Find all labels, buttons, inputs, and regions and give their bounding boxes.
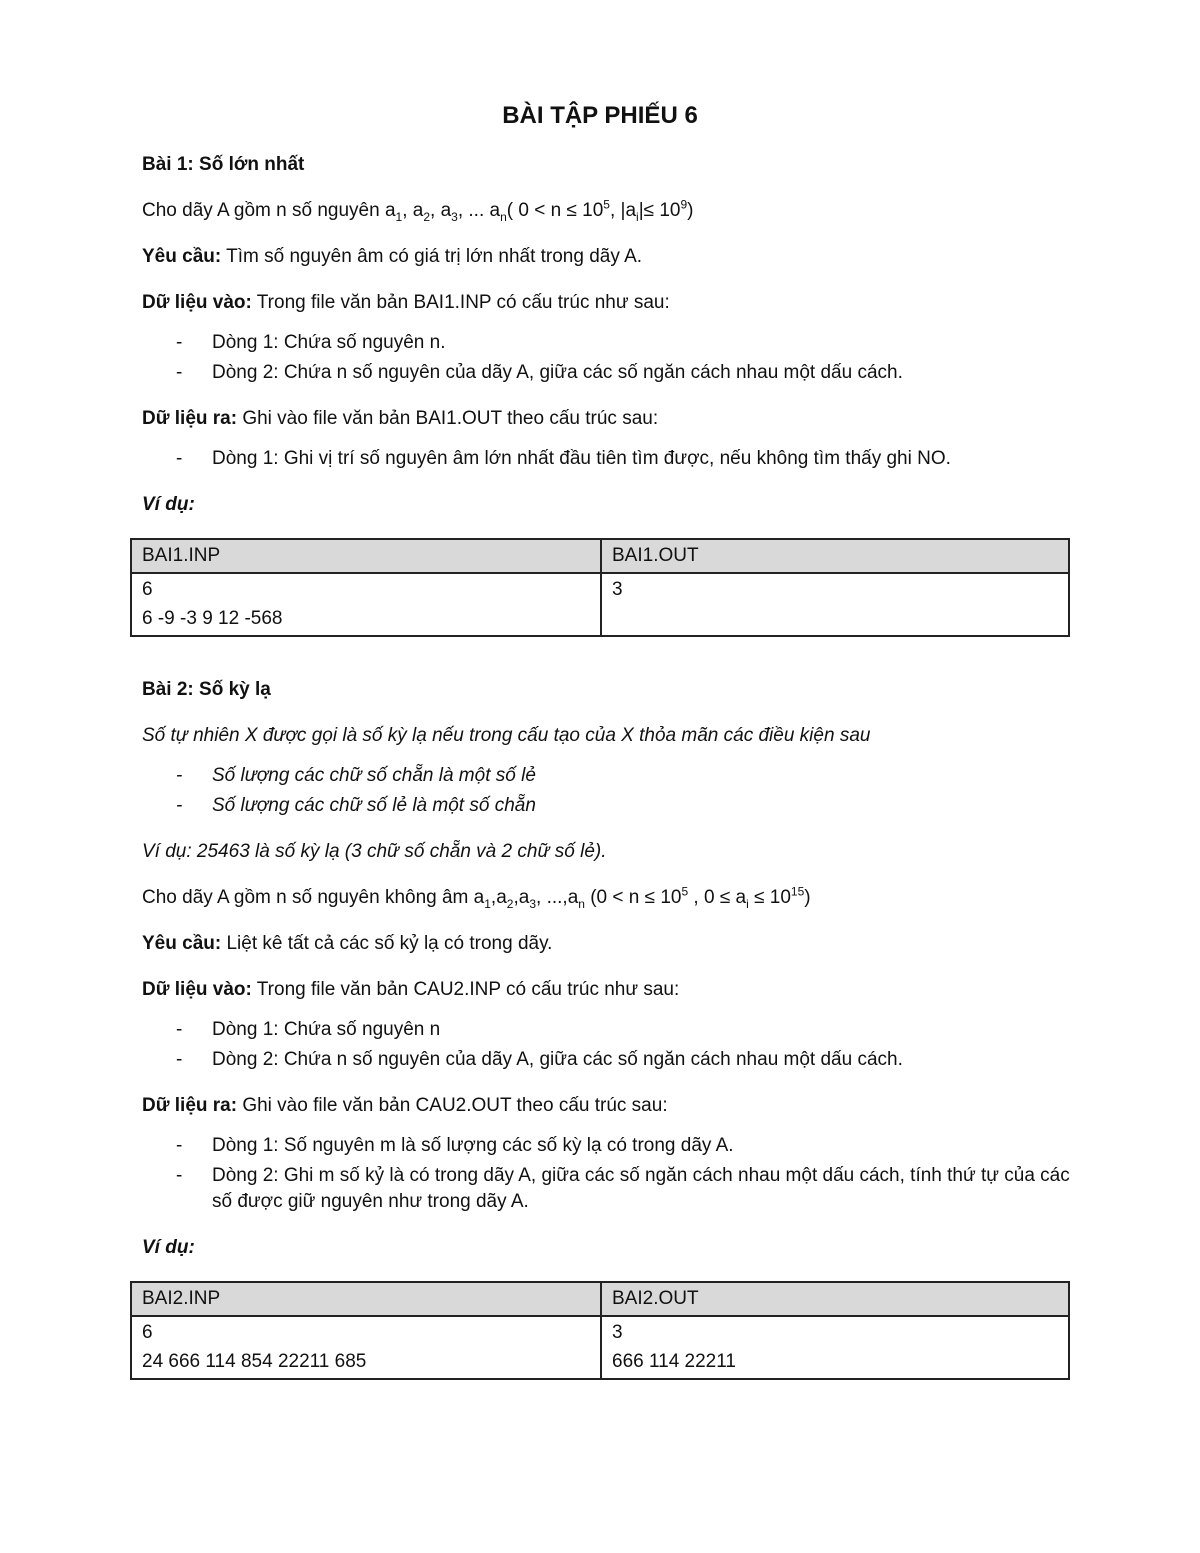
table-cell-output — [601, 1316, 1069, 1379]
table-cell-output — [601, 573, 1069, 636]
bai1-requirement — [142, 244, 1072, 270]
bai2-intro: Cho dãy A gồm n số nguyên không âm $a_1,a_2,a_3$, $...,a_n$ ($0 < n \le 10^5$ , $0 \le a_i \le 10^{15}$) — [142, 884, 811, 911]
table-header-output: BAI2.OUT — [601, 1282, 1069, 1316]
cell-line: 24 666 114 854 22211 685 — [142, 1351, 367, 1372]
bai1-output-label: Dữ liệu ra: — [142, 408, 238, 429]
cell-line: 6 — [142, 1322, 153, 1343]
table-cell-input — [131, 1316, 601, 1379]
bai2-definition: Số tự nhiên X được gọi là số kỳ lạ nếu trong cấu tạo của X thỏa mãn các điều kiện sau — [142, 725, 871, 746]
list-item: - Dòng 1: Ghi vị trí số nguyên âm lớn nhất đầu tiên tìm được, nếu không tìm thấy ghi NO. — [142, 446, 1072, 472]
cell-line: 3 — [612, 579, 623, 600]
bai2-requirement-text: Liệt kê tất cả các số kỷ lạ có trong dãy. — [221, 933, 553, 954]
list-item: - Số lượng các chữ số lẻ là một số chẵn — [142, 793, 1072, 819]
bai1-example-label: Ví dụ: — [142, 494, 195, 515]
bai2-output-text: Ghi vào file văn bản CAU2.OUT theo cấu trúc sau: — [237, 1095, 668, 1116]
bai2-output-desc — [142, 1093, 1072, 1119]
bai1-example-table — [130, 538, 1070, 637]
table-header-input: BAI2.INP — [131, 1282, 601, 1316]
table-header-row — [131, 539, 1069, 573]
list-item: - Số lượng các chữ số chẵn là một số lẻ — [142, 763, 1072, 789]
document-content — [142, 100, 1072, 1420]
list-item: - Dòng 1: Chứa số nguyên n. — [142, 330, 1072, 356]
bai1-input-desc — [142, 290, 1072, 316]
bai1-input-label: Dữ liệu vào: — [142, 292, 252, 313]
list-item: - Dòng 2: Ghi m số kỷ là có trong dãy A, giữa các số ngăn cách nhau một dấu cách, tính thứ tự của các số được giữ nguyên như trong dãy A. — [142, 1163, 1072, 1215]
bai1-output-list — [142, 446, 1072, 472]
cell-line: 6 — [142, 579, 153, 600]
bai2-output-list — [142, 1133, 1072, 1215]
bai1-intro: Cho dãy A gồm n số nguyên $a_1$, $a_2$, $a_3$, ... $a_n$( $0 < n \le 10^5$, $|a_i|\le 10^9$) — [142, 197, 694, 224]
bai1-requirement-text: Tìm số nguyên âm có giá trị lớn nhất trong dãy A. — [221, 246, 643, 267]
bai2-input-label: Dữ liệu vào: — [142, 979, 252, 1000]
bai1-output-text: Ghi vào file văn bản BAI1.OUT theo cấu trúc sau: — [237, 408, 659, 429]
bai2-definition-example: Ví dụ: 25463 là số kỳ lạ (3 chữ số chẵn và 2 chữ số lẻ). — [142, 841, 607, 862]
bai1-heading: Bài 1: Số lớn nhất — [142, 154, 305, 175]
list-item: - Dòng 1: Chứa số nguyên n — [142, 1017, 1072, 1043]
bai2-example-label: Ví dụ: — [142, 1237, 195, 1258]
bai1-input-list — [142, 330, 1072, 386]
bai1-output-desc — [142, 406, 1072, 432]
bai2-example-table — [130, 1281, 1070, 1380]
bai2-requirement — [142, 931, 1072, 957]
cell-line: 666 114 22211 — [612, 1351, 736, 1372]
bai1-input-text: Trong file văn bản BAI1.INP có cấu trúc như sau: — [251, 292, 670, 313]
bai2-input-desc — [142, 977, 1072, 1003]
cell-line: 3 — [612, 1322, 623, 1343]
table-header-row — [131, 1282, 1069, 1316]
list-item: - Dòng 1: Số nguyên m là số lượng các số kỳ lạ có trong dãy A. — [142, 1133, 1072, 1159]
bai2-input-list — [142, 1017, 1072, 1073]
list-item: - Dòng 2: Chứa n số nguyên của dãy A, giữa các số ngăn cách nhau một dấu cách. — [142, 360, 1072, 386]
bai2-heading: Bài 2: Số kỳ lạ — [142, 679, 271, 700]
list-item: - Dòng 2: Chứa n số nguyên của dãy A, giữa các số ngăn cách nhau một dấu cách. — [142, 1047, 1072, 1073]
cell-line: 6 -9 -3 9 12 -568 — [142, 608, 283, 629]
table-header-input: BAI1.INP — [131, 539, 601, 573]
bai1-requirement-label: Yêu cầu: — [142, 246, 222, 267]
bai2-requirement-label: Yêu cầu: — [142, 933, 222, 954]
bai2-output-label: Dữ liệu ra: — [142, 1095, 238, 1116]
table-cell-input — [131, 573, 601, 636]
table-row — [131, 1316, 1069, 1379]
bai2-input-text: Trong file văn bản CAU2.INP có cấu trúc như sau: — [251, 979, 680, 1000]
document-title: BÀI TẬP PHIẾU 6 — [502, 102, 698, 129]
bai2-definition-list — [142, 763, 1072, 819]
table-header-output: BAI1.OUT — [601, 539, 1069, 573]
table-row — [131, 573, 1069, 636]
